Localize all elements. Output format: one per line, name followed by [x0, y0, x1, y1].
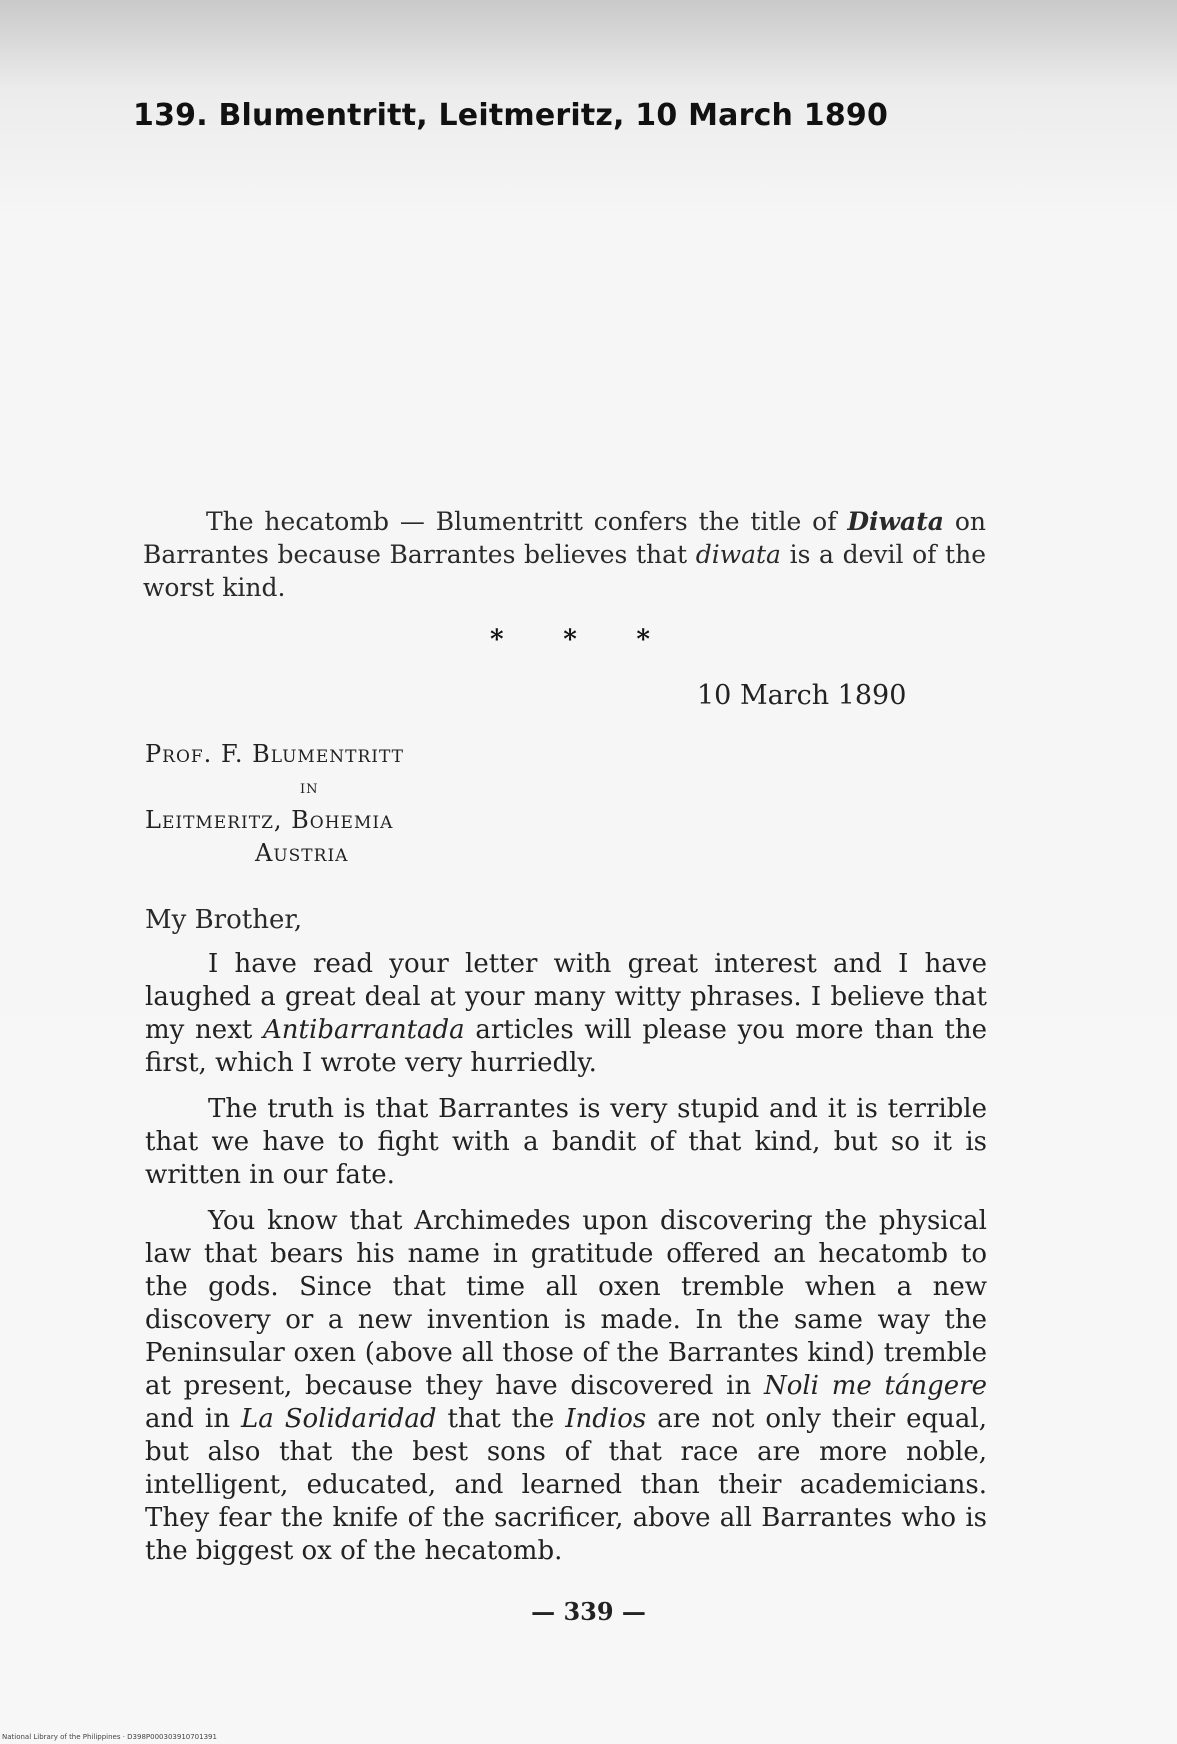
address-country: Austria	[255, 839, 349, 867]
paragraph-1	[145, 948, 987, 1080]
editorial-note-text	[143, 505, 986, 604]
address-city: Leitmeritz, Bohemia	[145, 806, 394, 834]
letter-body	[145, 948, 987, 1581]
note-part1: The hecatomb — Blumentritt confers the title of	[206, 507, 848, 536]
letter-heading: 139. Blumentritt, Leitmeritz, 10 March 1890	[133, 98, 889, 133]
address-in: in	[300, 776, 319, 798]
salutation: My Brother,	[145, 905, 303, 935]
paragraph-2: The truth is that Barrantes is very stupid and it is terrible that we have to fight with a bandit of that kind, but so it is written in our fate.	[145, 1094, 987, 1190]
p3-text-b: and in	[145, 1404, 241, 1434]
p3-solidaridad: La Solidaridad	[240, 1404, 437, 1434]
p3-text-d: are not only their equal, but also that the best sons of that race are more noble, intelligent, educated, and learned than their academicians. They fear the knife of the sacrificer, above all Barrantes who is the biggest ox of the hecatomb.	[145, 1404, 987, 1566]
note-part2: on Barrantes because Barrantes believes that	[143, 507, 986, 569]
editorial-note	[143, 505, 986, 604]
p3-text-c: that the	[436, 1404, 566, 1434]
note-diwata-word: diwata	[695, 540, 781, 569]
address-name: Prof. F. Blumentritt	[145, 740, 404, 768]
page-number: — 339 —	[531, 1597, 646, 1626]
note-part3: is a devil of the worst kind.	[143, 540, 986, 602]
p1-text-b: articles will please you more than the first, which I wrote very hurriedly.	[145, 1015, 987, 1078]
p3-indios: Indios	[565, 1404, 647, 1434]
separator-star: *	[490, 625, 504, 655]
footer-credit: National Library of the Philippines · D398P000303910701391	[2, 1733, 217, 1741]
note-diwata-title: Diwata	[847, 507, 944, 536]
recipient-address	[145, 738, 404, 870]
p3-text-a: You know that Archimedes upon discovering the physical law that bears his name in gratitude offered an hecatomb to the gods. Since that time all oxen tremble when a new discovery or a new invention is made. In the same way the Peninsular oxen (above all those of the Barrantes kind) tremble at present, because they have discovered in	[145, 1206, 987, 1401]
separator-star: *	[636, 625, 650, 655]
paragraph-3	[145, 1205, 987, 1568]
p1-title: Antibarrantada	[263, 1015, 465, 1045]
p3-noli: Noli me tángere	[763, 1371, 987, 1401]
separator-star: *	[563, 625, 577, 655]
letter-date: 10 March 1890	[697, 680, 907, 711]
section-separator	[490, 625, 650, 655]
p1-text-a: I have read your letter with great interest and I have laughed a great deal at your many witty phrases. I believe that my next	[145, 949, 987, 1045]
